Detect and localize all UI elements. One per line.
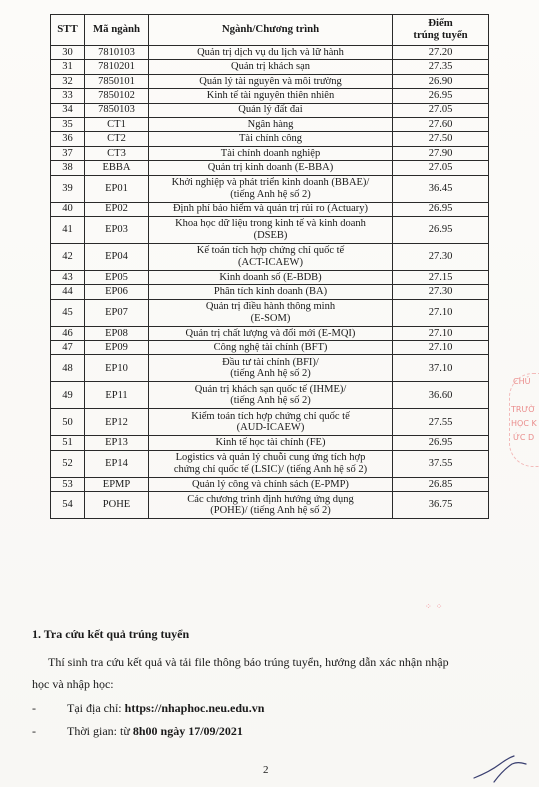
stamp-text-4: ỨC D — [513, 433, 535, 442]
cell-stt: 46 — [51, 326, 85, 340]
table-row — [51, 243, 489, 270]
table-header-row — [51, 15, 489, 46]
cell-program — [149, 285, 393, 299]
cell-stt: 45 — [51, 299, 85, 326]
cell-score: 27.90 — [393, 146, 489, 160]
cell-score: 26.95 — [393, 436, 489, 450]
program-line: (E-SOM) — [250, 312, 291, 324]
program-line: Định phí bảo hiểm và quản trị rủi ro (Actuary) — [172, 203, 369, 215]
program-line: Ngân hàng — [247, 118, 294, 130]
cell-program — [149, 89, 393, 103]
cell-code: EP04 — [85, 243, 149, 270]
cell-score: 26.90 — [393, 74, 489, 88]
cell-stt: 39 — [51, 175, 85, 202]
header-code: Mã ngành — [85, 15, 149, 46]
cell-stt: 32 — [51, 74, 85, 88]
cell-score: 27.35 — [393, 60, 489, 74]
cell-program — [149, 60, 393, 74]
program-line: Các chương trình định hướng ứng dụng — [187, 493, 354, 505]
table-row — [51, 74, 489, 88]
table-row — [51, 450, 489, 477]
cell-code: 7810103 — [85, 46, 149, 60]
cell-program — [149, 161, 393, 175]
cell-code: EPMP — [85, 477, 149, 491]
header-score-line2: trúng tuyển — [413, 29, 468, 41]
cell-code: EP09 — [85, 341, 149, 355]
cell-program — [149, 132, 393, 146]
program-line: Kinh tế học tài chính (FE) — [215, 437, 326, 449]
table-row — [51, 103, 489, 117]
cell-code: 7810201 — [85, 60, 149, 74]
program-line: (ACT-ICAEW) — [238, 256, 303, 268]
cell-stt: 34 — [51, 103, 85, 117]
table-row — [51, 270, 489, 284]
cell-score: 27.50 — [393, 132, 489, 146]
program-line: Tài chính công — [239, 133, 302, 145]
cell-stt: 54 — [51, 492, 85, 519]
stamp-text-2: TRƯỜ — [511, 405, 536, 414]
intro-line-2: học và nhập học: — [32, 677, 114, 691]
table-row — [51, 492, 489, 519]
cell-score: 27.10 — [393, 341, 489, 355]
cell-score: 27.15 — [393, 270, 489, 284]
program-line: chứng chỉ quốc tế (LSIC)/ (tiếng Anh hệ số 2) — [173, 463, 368, 475]
cell-program — [149, 175, 393, 202]
cell-program — [149, 146, 393, 160]
table-row — [51, 60, 489, 74]
cell-score: 26.95 — [393, 216, 489, 243]
cell-score: 27.10 — [393, 326, 489, 340]
cell-code: EP01 — [85, 175, 149, 202]
table-row — [51, 46, 489, 60]
header-score — [393, 15, 489, 46]
cell-score: 27.05 — [393, 103, 489, 117]
signature-mark — [470, 752, 530, 784]
cell-stt: 51 — [51, 436, 85, 450]
cell-score: 36.60 — [393, 382, 489, 409]
program-line: (DSEB) — [253, 229, 288, 241]
program-line: Phân tích kinh doanh (BA) — [213, 286, 328, 298]
cell-stt: 48 — [51, 355, 85, 382]
cell-score: 27.55 — [393, 409, 489, 436]
program-line: (POHE)/ (tiếng Anh hệ số 2) — [210, 505, 331, 517]
cell-stt: 31 — [51, 60, 85, 74]
cell-score: 27.20 — [393, 46, 489, 60]
header-score-line1: Điểm — [428, 17, 453, 30]
table-row — [51, 132, 489, 146]
cell-code: EP06 — [85, 285, 149, 299]
cell-score: 27.10 — [393, 299, 489, 326]
cell-stt: 30 — [51, 46, 85, 60]
table-row — [51, 326, 489, 340]
cell-score: 37.10 — [393, 355, 489, 382]
table-row — [51, 146, 489, 160]
program-line: Khởi nghiệp và phát triển kinh doanh (BBAE)/ — [171, 176, 370, 188]
cell-code: CT2 — [85, 132, 149, 146]
table-row — [51, 436, 489, 450]
table-row — [51, 202, 489, 216]
cell-stt: 35 — [51, 117, 85, 131]
cell-score: 27.60 — [393, 117, 489, 131]
cell-code: EP08 — [85, 326, 149, 340]
table-row — [51, 285, 489, 299]
program-line: Công nghệ tài chính (BFT) — [213, 342, 328, 353]
program-line: Quản lý tài nguyên và môi trường — [199, 75, 342, 87]
program-line: Quản trị kinh doanh (E-BBA) — [207, 162, 334, 174]
time-line — [67, 724, 243, 739]
program-line: Kinh tế tài nguyên thiên nhiên — [206, 90, 335, 102]
program-line: Kinh doanh số (E-BDB) — [219, 271, 322, 283]
cell-program — [149, 409, 393, 436]
table-row — [51, 341, 489, 355]
cell-score: 36.45 — [393, 175, 489, 202]
cell-code: EBBA — [85, 161, 149, 175]
bullet-marker-address: - — [32, 701, 36, 715]
bullet-marker-time: - — [32, 724, 36, 738]
cell-stt: 50 — [51, 409, 85, 436]
cell-program — [149, 243, 393, 270]
table-row — [51, 161, 489, 175]
cell-stt: 53 — [51, 477, 85, 491]
program-line: Đầu tư tài chính (BFI)/ — [222, 356, 319, 368]
cell-code: EP05 — [85, 270, 149, 284]
cell-stt: 41 — [51, 216, 85, 243]
cell-code: 7850102 — [85, 89, 149, 103]
table-row — [51, 477, 489, 491]
cell-program — [149, 477, 393, 491]
cell-score: 27.05 — [393, 161, 489, 175]
cell-stt: 42 — [51, 243, 85, 270]
program-line: Quản trị điều hành thông minh — [205, 301, 336, 313]
cell-program — [149, 74, 393, 88]
program-line: Logistics và quản lý chuỗi cung ứng tích hợp — [175, 452, 366, 464]
table-row — [51, 382, 489, 409]
cell-score: 37.55 — [393, 450, 489, 477]
cell-score: 27.30 — [393, 243, 489, 270]
cell-stt: 38 — [51, 161, 85, 175]
cell-program — [149, 103, 393, 117]
cell-stt: 52 — [51, 450, 85, 477]
cell-code: 7850103 — [85, 103, 149, 117]
cell-code: CT3 — [85, 146, 149, 160]
cell-stt: 33 — [51, 89, 85, 103]
section-heading — [32, 627, 512, 642]
stamp-text-3: HỌC K — [511, 419, 537, 428]
page-number: 2 — [263, 764, 269, 776]
program-line: Kế toán tích hợp chứng chỉ quốc tế — [196, 245, 345, 257]
cell-program — [149, 492, 393, 519]
cell-stt: 44 — [51, 285, 85, 299]
cell-program — [149, 216, 393, 243]
cell-code: EP10 — [85, 355, 149, 382]
cell-program — [149, 117, 393, 131]
cell-stt: 40 — [51, 202, 85, 216]
red-stamp-fragment — [505, 375, 539, 470]
cell-stt: 37 — [51, 146, 85, 160]
cell-program — [149, 299, 393, 326]
admission-score-table — [50, 14, 489, 519]
cell-score: 27.30 — [393, 285, 489, 299]
cell-code: EP14 — [85, 450, 149, 477]
time-value: 8h00 ngày 17/09/2021 — [132, 724, 243, 738]
program-line: (AUD-ICAEW) — [236, 422, 305, 434]
cell-code: EP02 — [85, 202, 149, 216]
table-row — [51, 355, 489, 382]
cell-code: EP12 — [85, 409, 149, 436]
cell-score: 26.95 — [393, 202, 489, 216]
header-stt: STT — [51, 15, 85, 46]
address-line — [67, 701, 264, 716]
cell-program — [149, 270, 393, 284]
table-row — [51, 216, 489, 243]
table-row — [51, 409, 489, 436]
program-line: (tiếng Anh hệ số 2) — [230, 395, 311, 407]
program-line: Quản lý công và chính sách (E-PMP) — [192, 478, 349, 490]
program-line: (tiếng Anh hệ số 2) — [230, 368, 311, 380]
cell-code: 7850101 — [85, 74, 149, 88]
program-line: Quản trị dịch vụ du lịch và lữ hành — [197, 46, 344, 58]
table-row — [51, 89, 489, 103]
cell-score: 26.85 — [393, 477, 489, 491]
stamp-text-1: CHỦ — [513, 377, 531, 386]
cell-program — [149, 450, 393, 477]
stamp-ink-dots: ⁘ ⁘ — [425, 602, 444, 611]
cell-score: 36.75 — [393, 492, 489, 519]
cell-code: CT1 — [85, 117, 149, 131]
program-line: Tài chính doanh nghiệp — [220, 147, 321, 159]
cell-code: POHE — [85, 492, 149, 519]
table-row — [51, 175, 489, 202]
table-row — [51, 117, 489, 131]
program-line: Kiểm toán tích hợp chứng chỉ quốc tế — [191, 410, 350, 422]
cell-program — [149, 382, 393, 409]
cell-code: EP03 — [85, 216, 149, 243]
header-program: Ngành/Chương trình — [149, 15, 393, 46]
cell-code: EP07 — [85, 299, 149, 326]
cell-score: 26.95 — [393, 89, 489, 103]
admission-score-table-wrapper — [50, 14, 488, 519]
cell-code: EP13 — [85, 436, 149, 450]
program-line: (tiếng Anh hệ số 2) — [230, 188, 311, 200]
intro-line-1: Thí sinh tra cứu kết quả và tải file thông báo trúng tuyển, hướng dẫn xác nhận nhập — [48, 655, 449, 669]
address-label: Tại địa chỉ: — [67, 701, 125, 715]
table-body — [51, 46, 489, 519]
cell-stt: 43 — [51, 270, 85, 284]
cell-program — [149, 326, 393, 340]
address-link[interactable]: https://nhaphoc.neu.edu.vn — [124, 701, 265, 715]
program-line: Quản trị khách sạn — [230, 61, 311, 73]
program-line: Khoa học dữ liệu trong kinh tế và kinh doanh — [175, 218, 366, 230]
cell-code: EP11 — [85, 382, 149, 409]
table-row — [51, 299, 489, 326]
program-line: Quản trị khách sạn quốc tế (IHME)/ — [194, 383, 347, 395]
section-title: Tra cứu kết quả trúng tuyển — [43, 627, 190, 641]
cell-stt: 36 — [51, 132, 85, 146]
cell-program — [149, 355, 393, 382]
cell-stt: 49 — [51, 382, 85, 409]
section-number: 1. — [32, 627, 41, 641]
cell-program — [149, 202, 393, 216]
cell-program — [149, 341, 393, 355]
time-label: Thời gian: từ — [67, 724, 133, 738]
cell-program — [149, 46, 393, 60]
cell-program — [149, 436, 393, 450]
program-line: Quản lý đất đai — [238, 104, 303, 116]
program-line: Quản trị chất lượng và đổi mới (E-MQI) — [185, 327, 356, 339]
cell-stt: 47 — [51, 341, 85, 355]
